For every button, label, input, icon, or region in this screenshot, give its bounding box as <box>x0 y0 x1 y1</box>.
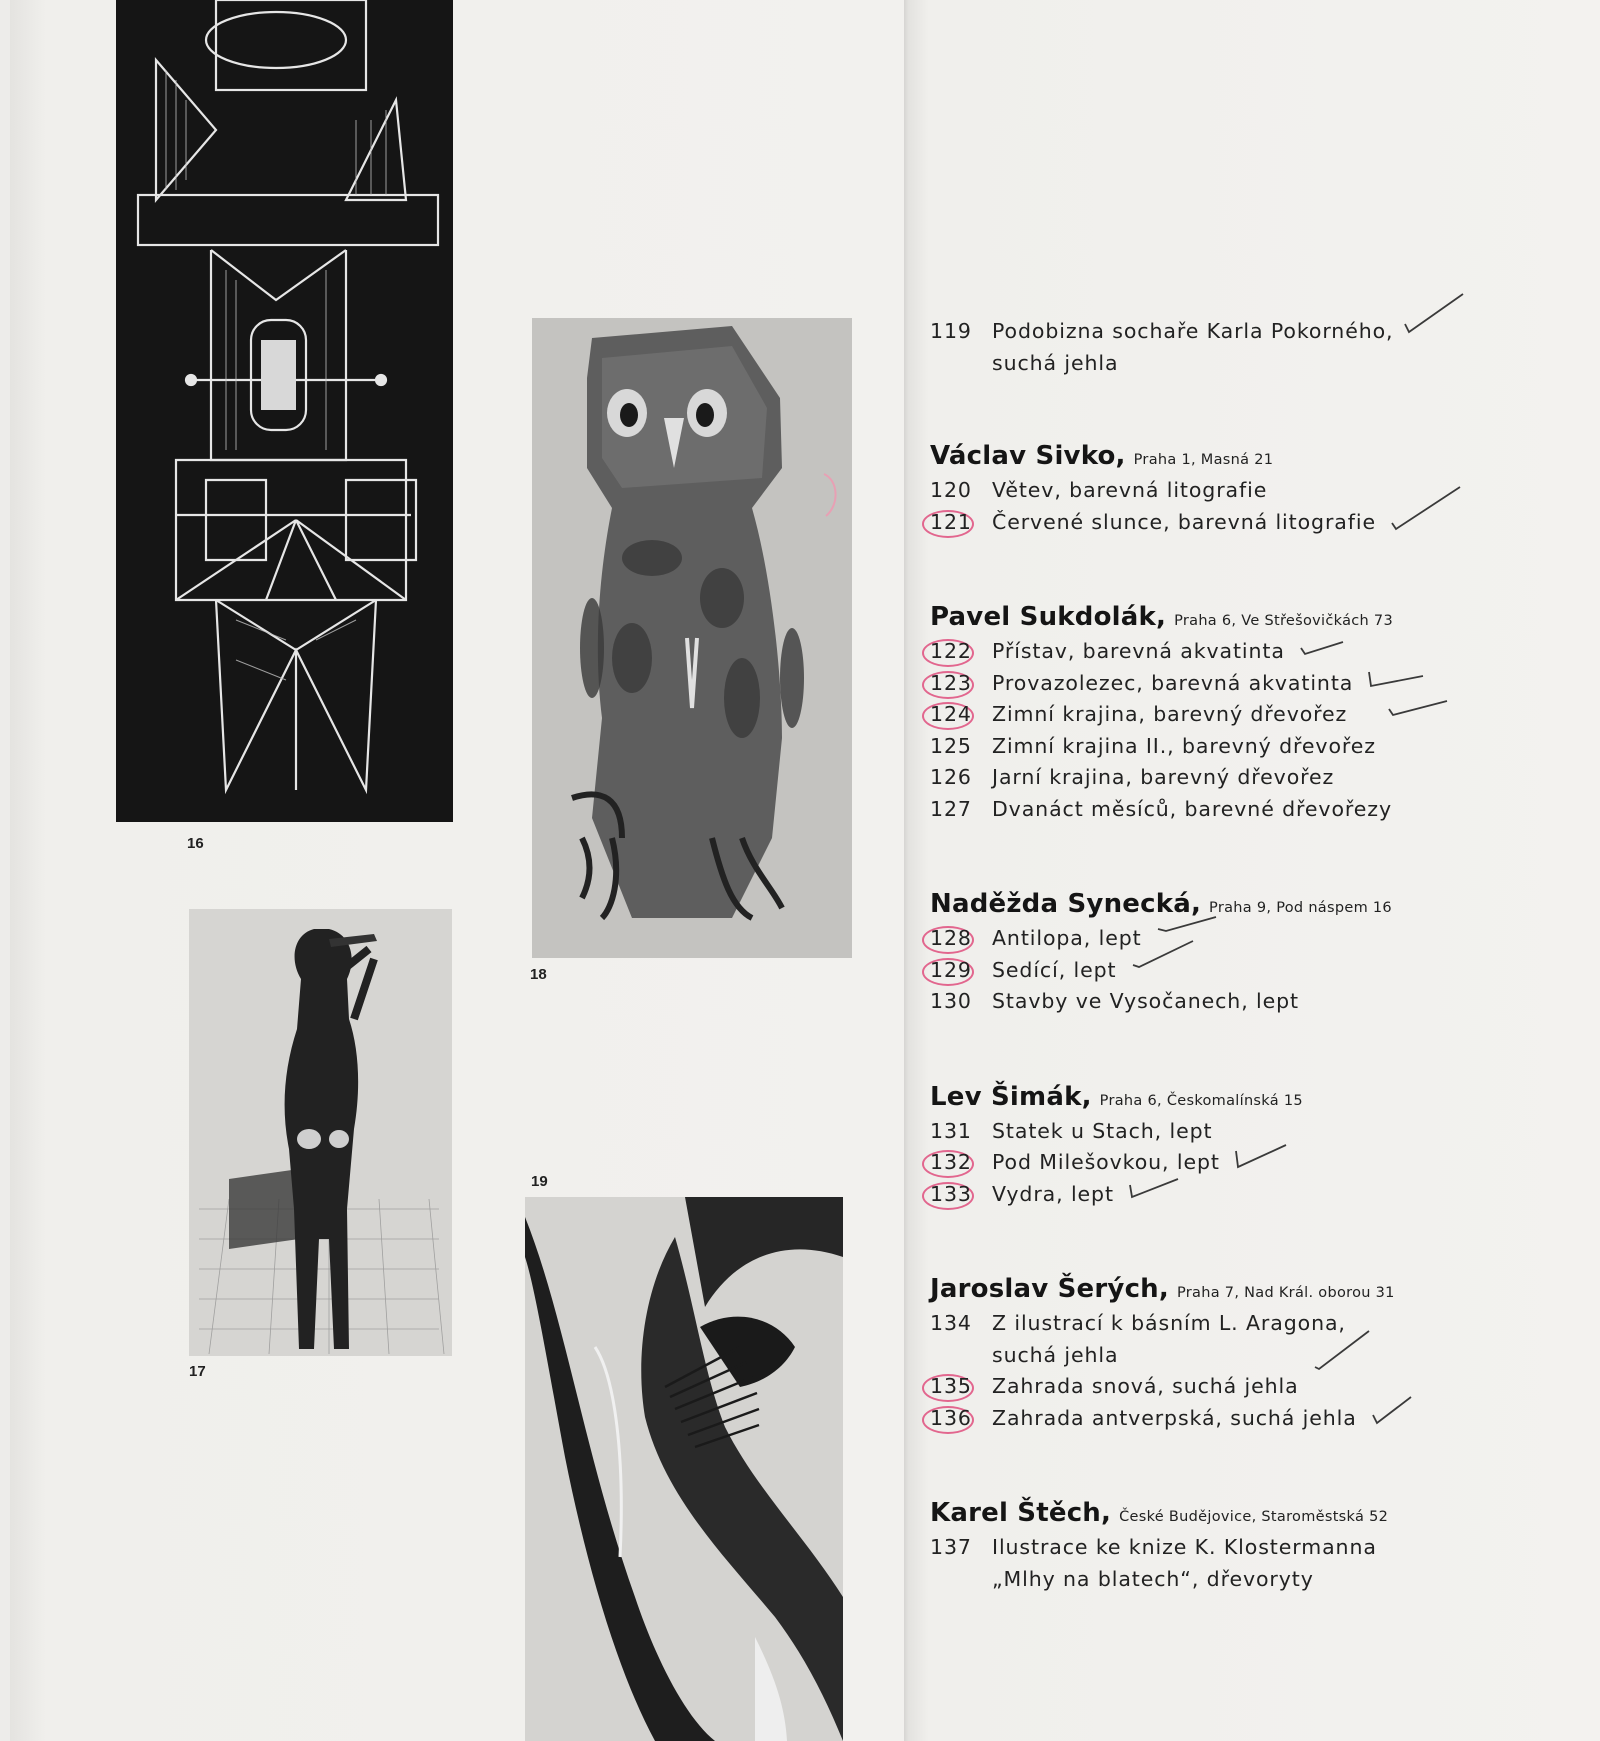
artist-section-sivko <box>930 441 1450 538</box>
pencil-check-icon <box>1313 1371 1359 1389</box>
figure-number-18: 18 <box>530 966 547 983</box>
catalog-listing <box>930 316 1450 1659</box>
catalog-continuation <box>930 316 1450 379</box>
pencil-check-icon <box>1128 1179 1174 1197</box>
artist-name: Lev Šimák, <box>930 1081 1092 1112</box>
plate-18-owl-print <box>532 318 852 958</box>
entry-title: Sedící, lept <box>992 957 1117 982</box>
entry-title: Z ilustrací k básním L. Aragona, <box>992 1311 1346 1335</box>
catalog-entry-123 <box>930 668 1450 700</box>
pencil-check-icon <box>1156 923 1202 941</box>
entry-number: 134 <box>930 1311 972 1335</box>
entry-title: Dvanáct měsíců, barevné dřevořezy <box>992 796 1392 821</box>
pencil-check-icon <box>1387 699 1433 717</box>
entry-number: 120 <box>930 478 972 502</box>
artist-heading <box>930 441 1450 471</box>
figure-number-19: 19 <box>531 1173 548 1190</box>
entry-title-continued: suchá jehla <box>992 1342 1119 1367</box>
entry-title: Červené slunce, barevná litografie <box>992 509 1376 534</box>
entry-title: Statek u Stach, lept <box>992 1118 1213 1143</box>
catalog-entry-132 <box>930 1147 1450 1179</box>
entry-number-circled: 133 <box>930 1179 992 1211</box>
entry-number: 126 <box>930 765 972 789</box>
entry-number-circled: 124 <box>930 699 992 731</box>
artist-address: České Budějovice, Staroměstská 52 <box>1119 1509 1389 1525</box>
artist-heading <box>930 1082 1450 1112</box>
entry-title: Stavby ve Vysočanech, lept <box>992 989 1299 1013</box>
artist-heading <box>930 1274 1450 1304</box>
pencil-check-icon <box>1390 507 1436 525</box>
artist-address: Praha 6, Českomalínská 15 <box>1099 1092 1303 1109</box>
catalog-entry-131 <box>930 1116 1450 1148</box>
catalog-entry-129 <box>930 955 1450 987</box>
entry-number-circled: 135 <box>930 1371 992 1403</box>
entry-number: 130 <box>930 989 972 1013</box>
catalog-entry-124 <box>930 699 1450 731</box>
entry-title-block <box>992 1532 1377 1595</box>
entry-title: Zahrada snová, suchá jehla <box>992 1374 1299 1398</box>
artist-name: Pavel Sukdolák, <box>930 602 1167 632</box>
entry-title: Zimní krajina II., barevný dřevořez <box>992 733 1376 758</box>
artist-section-simak <box>930 1082 1450 1211</box>
catalog-entry-119 <box>930 316 1450 379</box>
pencil-check-icon <box>1131 955 1177 973</box>
artist-heading <box>930 602 1450 632</box>
entry-number-circled: 128 <box>930 923 992 955</box>
entry-number-circled: 132 <box>930 1147 992 1179</box>
entry-number: 131 <box>930 1118 972 1143</box>
artist-address: Praha 1, Masná 21 <box>1133 452 1274 468</box>
pencil-check-icon <box>1403 310 1449 328</box>
figure-number-16: 16 <box>187 835 204 852</box>
catalog-entry-120 <box>930 475 1450 507</box>
catalog-entry-126 <box>930 762 1450 794</box>
entry-title: Větev, barevná litografie <box>992 478 1268 502</box>
entry-title: Podobizna sochaře Karla Pokorného, <box>992 319 1394 343</box>
entry-title-continued: suchá jehla <box>992 350 1119 375</box>
entry-title: Jarní krajina, barevný dřevořez <box>992 765 1335 789</box>
pencil-check-icon <box>1234 1147 1280 1165</box>
entry-title: Přístav, barevná akvatinta <box>992 639 1285 663</box>
catalog-entry-127 <box>930 794 1450 826</box>
entry-title: Zahrada antverpská, suchá jehla <box>992 1405 1357 1430</box>
catalog-entry-130 <box>930 986 1450 1018</box>
entry-number-circled: 123 <box>930 668 992 700</box>
entry-title-continued: „Mlhy na blatech“, dřevoryty <box>992 1566 1314 1591</box>
artist-name: Jaroslav Šerých, <box>930 1274 1169 1304</box>
artist-section-serych <box>930 1274 1450 1434</box>
artist-name: Naděžda Synecká, <box>930 889 1202 919</box>
artist-section-sukdolak <box>930 602 1450 825</box>
entry-number: 137 <box>930 1535 972 1559</box>
artist-address: Praha 9, Pod náspem 16 <box>1209 900 1392 916</box>
catalog-entry-125 <box>930 731 1450 763</box>
entry-number: 125 <box>930 733 972 758</box>
pencil-bracket-mark <box>820 470 850 520</box>
entry-title: Ilustrace ke knize K. Klostermanna <box>992 1535 1377 1559</box>
entry-title: Vydra, lept <box>992 1181 1114 1206</box>
pencil-check-icon <box>1367 668 1413 686</box>
entry-number: 127 <box>930 796 972 821</box>
catalog-entry-136 <box>930 1403 1450 1435</box>
pencil-check-icon <box>1299 636 1345 654</box>
entry-title: Zimní krajina, barevný dřevořez <box>992 702 1348 726</box>
entry-number-circled: 129 <box>930 955 992 987</box>
artist-address: Praha 6, Ve Střešovičkách 73 <box>1174 613 1393 629</box>
plate-19-abstract-print <box>525 1197 843 1741</box>
artist-heading <box>930 1498 1450 1528</box>
artist-section-synecka <box>930 889 1450 1018</box>
catalog-entry-137 <box>930 1532 1450 1595</box>
artist-address: Praha 7, Nad Král. oborou 31 <box>1176 1285 1395 1301</box>
entry-title: Provazolezec, barevná akvatinta <box>992 670 1354 695</box>
entry-title: Pod Milešovkou, lept <box>992 1150 1220 1174</box>
entry-title: Antilopa, lept <box>992 926 1142 950</box>
artist-section-stech <box>930 1498 1450 1595</box>
figure-number-17: 17 <box>189 1363 206 1380</box>
plate-17-flute-player-print <box>189 909 452 1356</box>
entry-number-circled: 122 <box>930 636 992 668</box>
catalog-entry-134 <box>930 1308 1450 1371</box>
entry-number: 119 <box>930 319 972 343</box>
entry-title-block <box>992 1308 1346 1371</box>
entry-number-circled: 121 <box>930 507 992 539</box>
plate-16-totem-print <box>116 0 453 822</box>
catalog-entry-133 <box>930 1179 1450 1211</box>
artist-name: Václav Sivko, <box>930 441 1126 471</box>
entry-title-block <box>992 316 1393 379</box>
pencil-check-icon <box>1371 1403 1417 1421</box>
artist-heading <box>930 889 1450 919</box>
artist-name: Karel Štěch, <box>930 1498 1112 1528</box>
catalog-entry-121 <box>930 507 1450 539</box>
entry-number-circled: 136 <box>930 1403 992 1435</box>
